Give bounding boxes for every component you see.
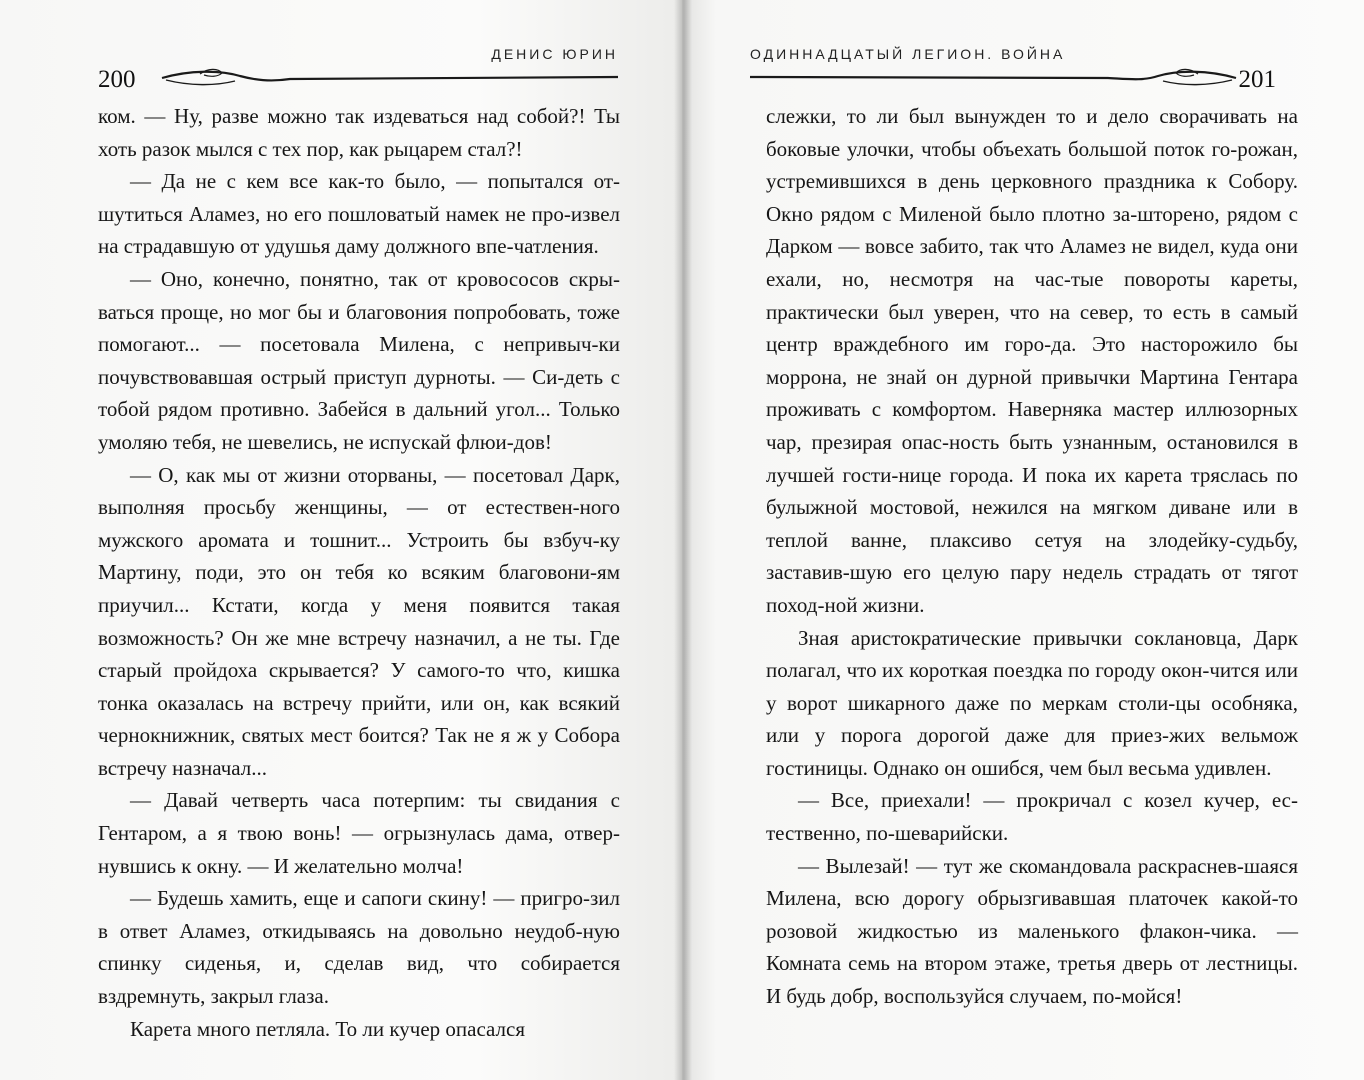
paragraph: слежки, то ли был вынужден то и дело сворачивать на боковые улочки, чтобы объехать большой поток го-рожан, устремившихся в день церковного праздника к Собору. Окно рядом с Миленой было плотно за-шторено, рядом с Дарком — вовсе забито, так что Аламез не видел, куда они ехали, но, несмотря на час-тые повороты кареты, практически был уверен, что на север, то есть в самый центр враждебного им горо-да. Это насторожило бы моррона, не знай он дурной привычки Мартина Гентара проживать с комфортом. Наверняка мастер иллюзорных чар, презирая опас-ность быть узнанным, остановился в лучшей гости-нице города. И пока их карета тряслась по булыжной мостовой, нежился на мягком диване или в теплой ванне, плаксиво сетуя на злодейку-судьбу, заставив-шую его целую пару недель страдать от тягот поход-ной жизни. [766,104,1298,617]
paragraph: — Все, приехали! — прокричал с козел кучер, ес-тественно, по-шеварийски. [766,788,1298,846]
paragraph: — Давай четверть часа потерпим: ты свидания с Гентаром, а я твою вонь! — огрызнулась дама, отвер-нувшись к окну. — И желательно молча! [98,788,620,878]
running-head-left: ДЕНИС ЮРИН [491,46,618,62]
ornament-rule-left [160,66,620,90]
paragraph: — Будешь хамить, еще и сапоги скину! — пригро-зил в ответ Аламез, откидываясь на довольно неудоб-ную спинку сиденья, и, сделав вид, что собирается вздремнуть, закрыл глаза. [98,886,620,1009]
paragraph: — Оно, конечно, понятно, так от кровососов скры-ваться проще, но мог бы и благовония попробовать, тоже помогают... — посетовала Милена, с непривыч-ки почувствовавшая острый приступ дурноты. — Си-деть с тобой рядом противно. Забейся в дальний угол... Только умоляю тебя, не шевелись, не испускай флюи-дов! [98,266,620,454]
book-gutter [674,0,692,1080]
paragraph: — Вылезай! — тут же скомандовала раскраснев-шаяся Милена, всю дорогу обрызгивавшая платочек какой-то розовой жидкостью из маленького флакон-чика. — Комната семь на втором этаже, третья дверь от лестницы. И будь добр, воспользуйся случаем, по-мойся! [766,853,1298,1009]
left-text-column [98,100,620,1045]
page-number-left: 200 [98,66,136,93]
running-head-right: ОДИННАДЦАТЫЙ ЛЕГИОН. ВОЙНА [750,46,1066,62]
page-number-right: 201 [1238,66,1276,93]
paragraph: — О, как мы от жизни оторваны, — посетовал Дарк, выполняя просьбу женщины, — от естествен-ного мужского аромата и тошнит... Устроить бы взбуч-ку Мартину, поди, это он тебя ко всяким благовони-ям приучил... Кстати, когда у меня появится такая возможность? Он же мне встречу назначил, а не ты. Где старый пройдоха скрывается? У самого-то что, кишка тонка оказалась на встречу прийти, или он, как всякий чернокнижник, святых мест боится? Так не я ж у Собора встречу назначал... [98,462,620,780]
ornament-rule-right [748,66,1238,90]
paragraph: Зная аристократические привычки соклановца, Дарк полагал, что их короткая поездка по городу окон-чится или у ворот шикарного даже по меркам столи-цы особняка, или у порога дорогой даже для приез-жих вельмож гостиницы. Однако он ошибся, чем был весьма удивлен. [766,625,1298,780]
right-text-column [766,100,1298,1013]
paragraph: ком. — Ну, разве можно так издеваться над собой?! Ты хоть разок мылся с тех пор, как рыцарем стал?! [98,104,620,161]
right-page [682,0,1364,1080]
paragraph: Карета много петляла. То ли кучер опасался [130,1016,526,1041]
paragraph: — Да не с кем все как-то было, — попытался от-шутиться Аламез, но его пошловатый намек не про-извел на страдавшую от удушья даму должного впе-чатления. [98,169,620,259]
